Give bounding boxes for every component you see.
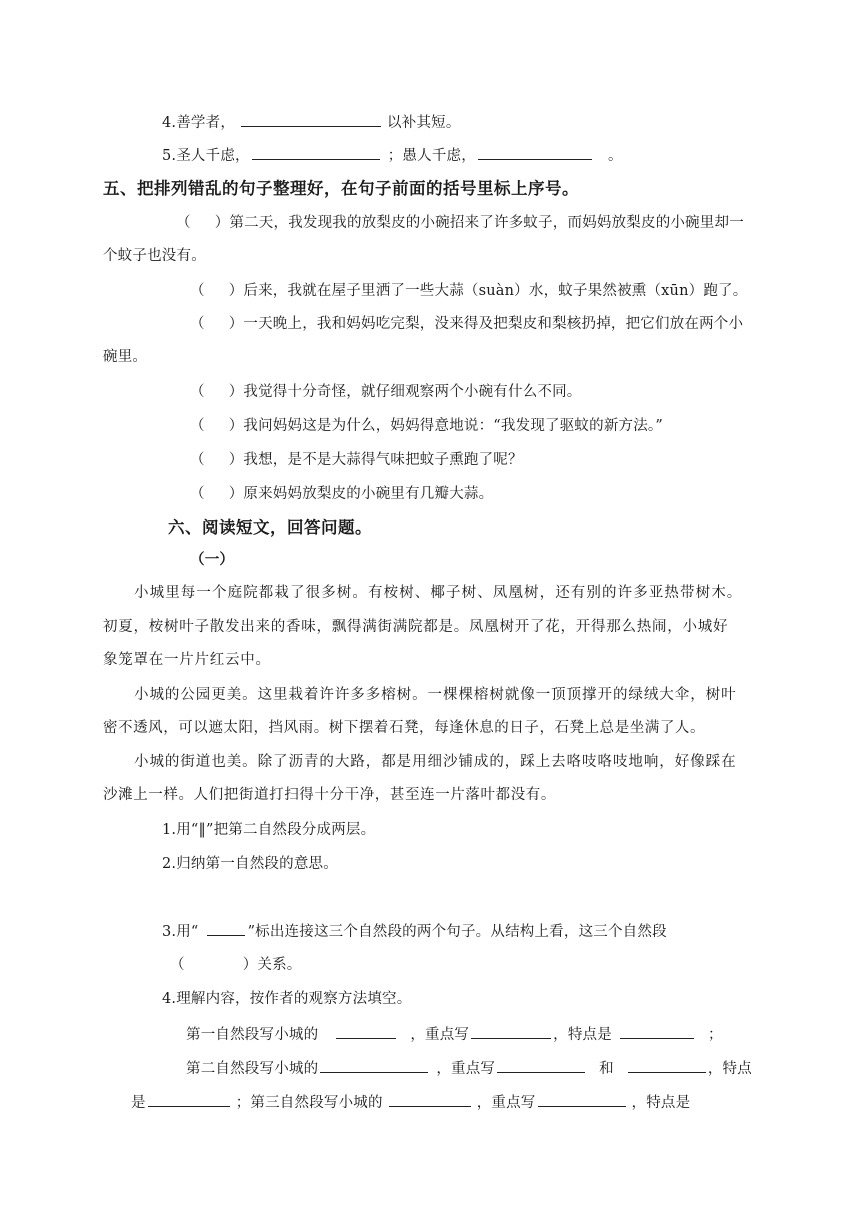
sentence-5-text: 我问妈妈这是为什么，妈妈得意地说：“我发现了驱蚊的新方法。” — [243, 418, 663, 434]
sentence-3-text: 一天晚上，我和妈妈吃完梨，没来得及把梨皮和梨核扔掉，把它们放在两个小 — [243, 316, 744, 332]
fill-blank-9[interactable] — [538, 1092, 626, 1107]
paren-open: （ — [190, 452, 205, 468]
f2-end: ，特点 — [707, 1061, 752, 1077]
f2-mid: ，重点写 — [436, 1061, 496, 1077]
paren-open: （ — [190, 384, 205, 400]
r3-tail: 关系。 — [257, 957, 302, 973]
sentence-item-3-cont: 碗里。 — [103, 349, 148, 365]
question-4 — [162, 112, 461, 133]
fill-blank-6[interactable] — [628, 1058, 706, 1073]
reading-question-4: 4.理解内容，按作者的观察方法填空。 — [162, 991, 412, 1007]
sentence-2-text: 后来，我就在屋子里洒了一些大蒜（suàn）水，蚊子果然被熏（xūn）跑了。 — [243, 283, 748, 299]
section-5-title: 五、把排列错乱的句子整理好，在句子前面的括号里标上序号。 — [103, 179, 579, 198]
q5-blank-1[interactable] — [252, 145, 380, 160]
q4-text: 4.善学者， — [162, 115, 236, 131]
fill-blank-4[interactable] — [320, 1058, 428, 1073]
paren-open: （ — [190, 283, 205, 299]
q4-tail: 以补其短。 — [387, 115, 461, 131]
passage-p2-line1: 小城的公园更美。这里栽着许许多多榕树。一棵棵榕树就像一顶顶撑开的绿绒大伞，树叶 — [134, 687, 737, 703]
sentence-item-2 — [190, 281, 747, 301]
paren-open: （ — [170, 957, 185, 973]
paren-close: ） — [228, 316, 244, 332]
section-6-title: 六、阅读短文，回答问题。 — [168, 518, 372, 537]
paren-close: ） — [228, 486, 244, 502]
f2-and: 和 — [599, 1061, 614, 1077]
paren-open: （ — [190, 486, 205, 502]
reading-question-3-cont — [170, 955, 302, 975]
sentence-item-5 — [190, 416, 663, 436]
fill-blank-5[interactable] — [497, 1058, 585, 1073]
f2-text: 第二自然段写小城的 — [186, 1061, 319, 1077]
f3-mid: ；第三自然段写小城的 — [235, 1095, 383, 1111]
paren-close: ） — [242, 957, 258, 973]
passage-p3-line1: 小城的街道也美。除了沥青的大路，都是用细沙铺成的，踩上去咯吱咯吱地响，好像踩在 — [134, 754, 737, 770]
reading-question-1: 1.用“‖”把第二自然段分成两层。 — [162, 822, 376, 838]
section-6-subtitle: （一） — [190, 551, 235, 568]
sentence-item-1-cont: 个蚊子也没有。 — [103, 248, 206, 264]
paren-close: ） — [228, 418, 244, 434]
fill-blank-2[interactable] — [471, 1024, 551, 1039]
passage-p1-line1: 小城里每一个庭院都栽了很多树。有桉树、椰子树、凤凰树，还有别的许多亚热带树木。 — [134, 585, 743, 601]
fill-blank-1[interactable] — [336, 1024, 396, 1039]
r3-mid: ”标出连接这三个自然段的两个句子。从结构上看，这三个自然段 — [247, 924, 667, 940]
paren-close: ） — [214, 215, 230, 231]
sentence-1-text: 第二天，我发现我的放梨皮的小碗招来了许多蚊子，而妈妈放梨皮的小碗里却一 — [229, 215, 744, 231]
r3-text: 3.用“ — [162, 924, 199, 940]
passage-p1-line3: 象笼罩在一片片红云中。 — [103, 652, 271, 668]
sentence-4-text: 我觉得十分奇怪，就仔细观察两个小碗有什么不同。 — [243, 384, 582, 400]
sentence-6-text: 我想，是不是大蒜得气味把蚊子熏跑了呢？ — [243, 452, 523, 468]
q5-blank-2[interactable] — [478, 145, 592, 160]
f1-mid2: ，特点是 — [553, 1027, 612, 1043]
q4-blank[interactable] — [241, 112, 381, 127]
f3-mid2: ，重点写 — [476, 1095, 536, 1111]
f3-text: 是 — [131, 1095, 146, 1111]
q5-end: 。 — [607, 148, 623, 164]
reading-question-2: 2.归纳第一自然段的意思。 — [162, 856, 338, 872]
sentence-7-text: 原来妈妈放梨皮的小碗里有几瓣大蒜。 — [243, 486, 494, 502]
fill-blank-3[interactable] — [620, 1024, 694, 1039]
sentence-item-7 — [190, 484, 493, 504]
f1-mid: ，重点写 — [410, 1027, 470, 1043]
fill-blank-7[interactable] — [148, 1092, 230, 1107]
f1-text: 第一自然段写小城的 — [186, 1027, 319, 1043]
reading-question-3 — [162, 921, 667, 942]
fill-line-1 — [186, 1024, 723, 1045]
paren-close: ） — [228, 283, 244, 299]
paren-open: （ — [176, 215, 191, 231]
q5-mid: ；愚人千虑， — [387, 148, 476, 164]
f1-end: ； — [707, 1027, 723, 1043]
question-5 — [162, 145, 623, 166]
sentence-item-4 — [190, 382, 582, 402]
q5-text: 5.圣人千虑， — [162, 148, 250, 164]
paren-open: （ — [190, 316, 205, 332]
paren-close: ） — [228, 384, 244, 400]
passage-p2-line2: 密不透风，可以遮太阳，挡风雨。树下摆着石凳，每逢休息的日子，石凳上总是坐满了人。 — [103, 720, 705, 736]
passage-p3-line2: 沙滩上一样。人们把街道打扫得十分干净，甚至连一片落叶都没有。 — [103, 787, 556, 803]
paren-open: （ — [190, 418, 205, 434]
passage-p1-line2: 初夏，桉树叶子散发出来的香味，飘得满街满院都是。凤凰树开了花，开得那么热闹，小城好 — [103, 619, 729, 635]
f3-end: ，特点是 — [631, 1095, 691, 1111]
fill-line-3 — [131, 1092, 690, 1113]
r3-underline-sample — [207, 921, 245, 936]
sentence-item-1 — [176, 213, 744, 233]
sentence-item-3 — [190, 314, 743, 334]
paren-close: ） — [228, 452, 244, 468]
sentence-item-6 — [190, 450, 523, 470]
fill-blank-8[interactable] — [389, 1092, 471, 1107]
fill-line-2 — [186, 1058, 752, 1079]
